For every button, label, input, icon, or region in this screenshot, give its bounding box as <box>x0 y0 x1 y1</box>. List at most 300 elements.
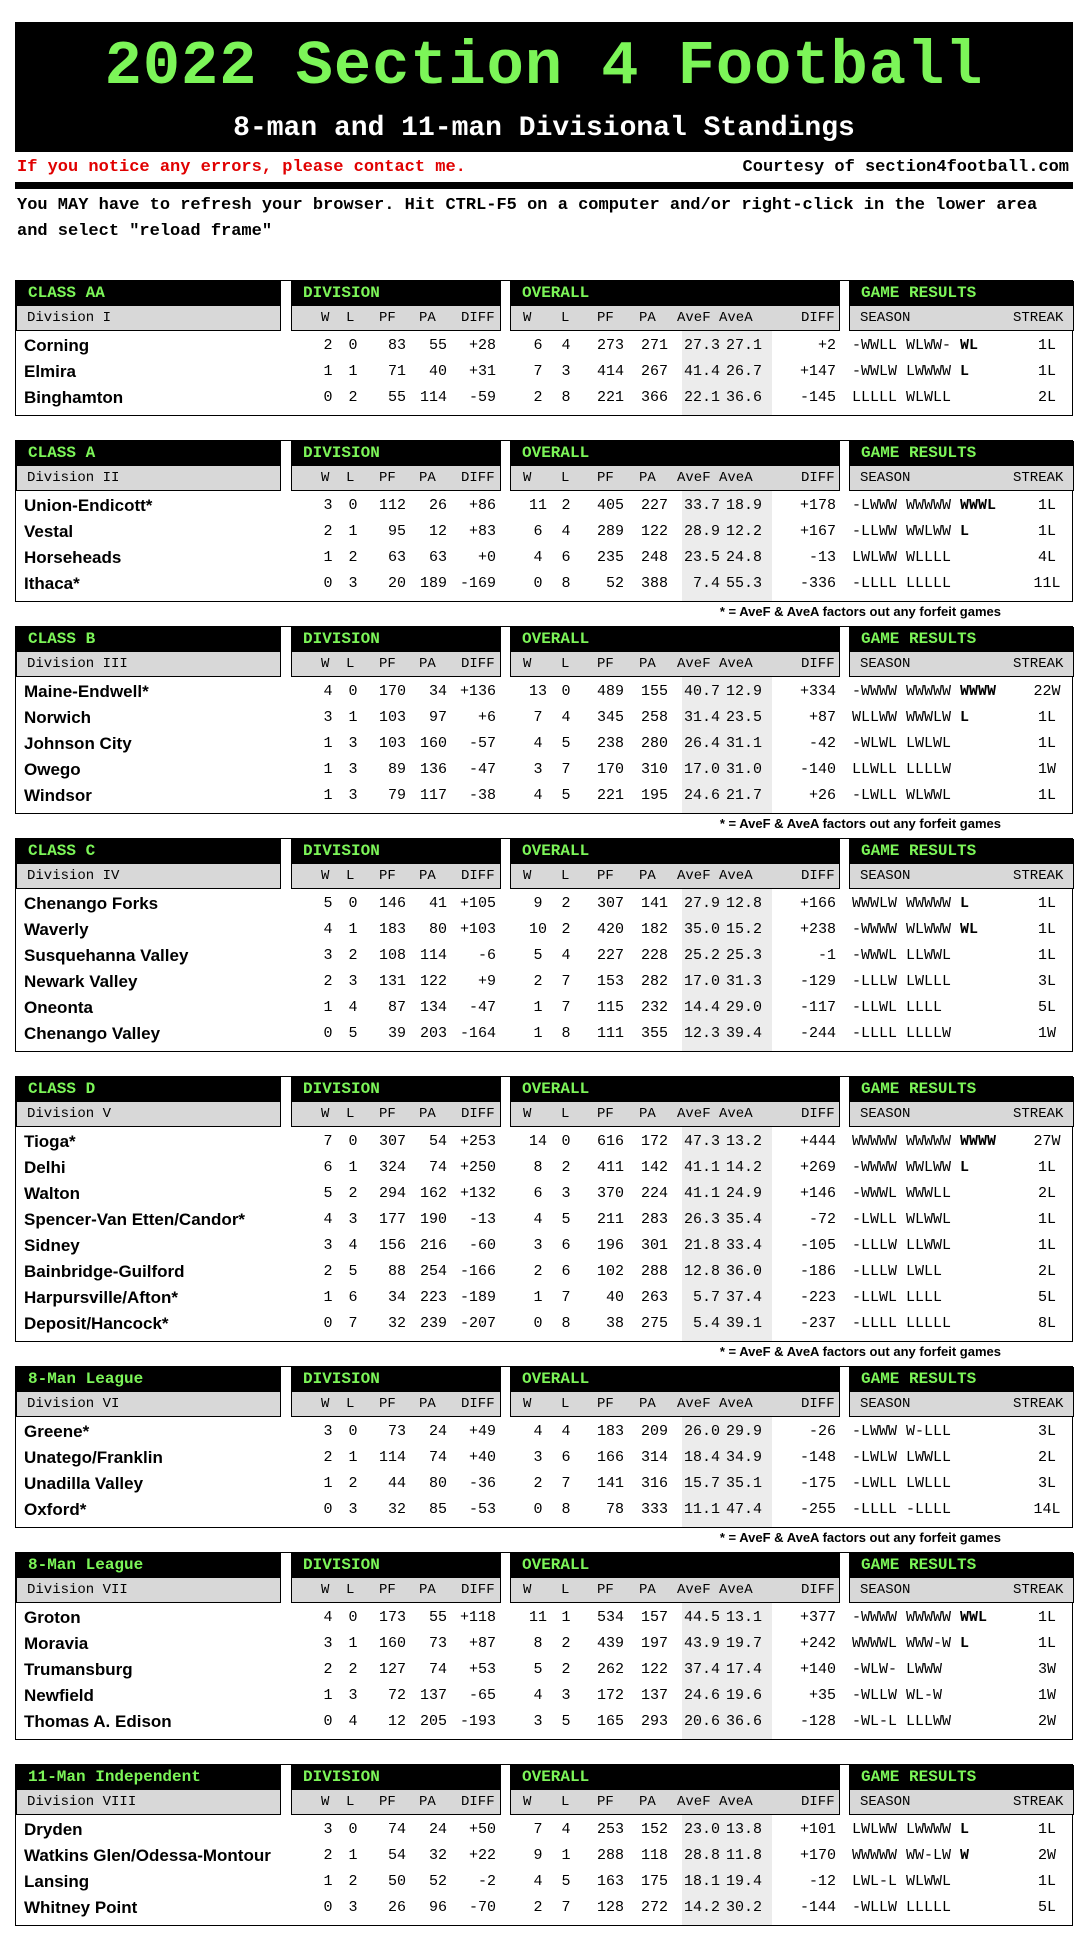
col-pa-label: PA <box>419 1396 436 1412</box>
stat-dl: 2 <box>348 947 358 964</box>
team-name: Chenango Valley <box>24 1024 161 1043</box>
stat-dpa: 73 <box>428 1635 447 1652</box>
stat-ddiff: -65 <box>468 1687 496 1704</box>
season-results: -LLLL LLLLL <box>852 575 952 592</box>
team-row <box>16 1155 1072 1181</box>
col-l-label: L <box>561 656 570 672</box>
stat-opf: 221 <box>596 389 624 406</box>
game_results-header: GAME RESULTS <box>849 627 1074 651</box>
stat-dl: 3 <box>348 575 358 592</box>
stat-odiff: -336 <box>799 575 836 592</box>
stat-dpf: 131 <box>378 973 406 990</box>
team-name: Union-Endicott* <box>24 496 153 515</box>
stat-avef: 17.0 <box>683 761 720 778</box>
division-name-cell <box>16 1577 281 1603</box>
overall-subheader <box>510 1789 840 1815</box>
stat-ow: 3 <box>533 1237 543 1254</box>
stat-dw: 2 <box>323 523 333 540</box>
overall-subheader <box>510 651 840 677</box>
streak: 11L <box>1033 575 1061 592</box>
stat-opf: 38 <box>605 1315 624 1332</box>
stat-dpf: 63 <box>387 549 406 566</box>
stat-dw: 1 <box>323 761 333 778</box>
team-row <box>16 917 1072 943</box>
stat-opa: 301 <box>640 1237 668 1254</box>
season-results: -WLLW LLLLL <box>852 1899 952 1916</box>
class-name-header: CLASS C <box>16 839 281 863</box>
stat-dpa: 239 <box>419 1315 447 1332</box>
col-l-label: L <box>346 1106 355 1122</box>
col-w-label: W <box>523 1396 532 1412</box>
stat-odiff: +35 <box>808 1687 836 1704</box>
season-results: -WWWL LLWWL <box>852 947 952 964</box>
stat-odiff: -175 <box>799 1475 836 1492</box>
stat-dpf: 294 <box>378 1185 406 1202</box>
class-name-header: 8-Man League <box>16 1367 281 1391</box>
team-name: Ithaca* <box>24 574 80 593</box>
stat-opf: 141 <box>596 1475 624 1492</box>
stat-dl: 0 <box>348 895 358 912</box>
streak: 1W <box>1037 1687 1056 1704</box>
stat-opf: 238 <box>596 735 624 752</box>
stat-avea: 13.1 <box>725 1609 762 1626</box>
division-name-cell <box>16 1391 281 1417</box>
stat-odiff: +242 <box>799 1635 836 1652</box>
stat-avea: 36.6 <box>725 1713 762 1730</box>
stat-opa: 293 <box>640 1713 668 1730</box>
stat-odiff: -26 <box>808 1423 836 1440</box>
stat-opa: 227 <box>640 497 668 514</box>
col-season-label: SEASON <box>860 1794 911 1810</box>
col-pa-label: PA <box>419 868 436 884</box>
team-name: Oxford* <box>24 1500 87 1519</box>
stat-opa: 314 <box>640 1449 668 1466</box>
stat-ol: 7 <box>561 973 571 990</box>
team-row <box>16 1843 1072 1869</box>
col-season-label: SEASON <box>860 656 911 672</box>
team-name: Spencer-Van Etten/Candor* <box>24 1210 246 1229</box>
stat-ow: 1 <box>533 1289 543 1306</box>
stat-ddiff: -6 <box>477 947 496 964</box>
col-w-label: W <box>523 310 532 326</box>
team-row <box>16 943 1072 969</box>
col-diff-label: DIFF <box>461 656 495 672</box>
stat-odiff: -72 <box>808 1211 836 1228</box>
forfeit-note: * = AveF & AveA factors out any forfeit games <box>719 1530 1001 1545</box>
stat-dw: 3 <box>323 1821 333 1838</box>
stat-avef: 35.0 <box>683 921 720 938</box>
stat-dl: 2 <box>348 1185 358 1202</box>
stat-ddiff: +132 <box>459 1185 496 1202</box>
stat-odiff: -244 <box>799 1025 836 1042</box>
stat-dl: 3 <box>348 1899 358 1916</box>
class-name-header: 8-Man League <box>16 1553 281 1577</box>
stat-dl: 4 <box>348 1237 358 1254</box>
stat-dpf: 73 <box>387 1423 406 1440</box>
col-l-label: L <box>346 656 355 672</box>
season-results: -LLLW LWLLL <box>852 973 952 990</box>
contact-errors-link[interactable]: If you notice any errors, please contact me. <box>17 158 466 177</box>
overall-subheader <box>510 1391 840 1417</box>
stat-ol: 4 <box>561 337 571 354</box>
stat-odiff: -255 <box>799 1501 836 1518</box>
stat-dpf: 170 <box>378 683 406 700</box>
streak: 2L <box>1037 1449 1056 1466</box>
stat-dl: 3 <box>348 1211 358 1228</box>
team-row <box>16 1709 1072 1735</box>
team-row <box>16 1285 1072 1311</box>
stat-dpa: 85 <box>428 1501 447 1518</box>
streak: 1L <box>1037 947 1056 964</box>
stat-odiff: +166 <box>799 895 836 912</box>
team-row <box>16 1207 1072 1233</box>
stat-dl: 2 <box>348 1475 358 1492</box>
stat-avef: 24.6 <box>683 787 720 804</box>
stat-ddiff: +28 <box>468 337 496 354</box>
division-subheader <box>291 651 501 677</box>
stat-dpf: 177 <box>378 1211 406 1228</box>
streak: 2L <box>1037 1185 1056 1202</box>
stat-ow: 2 <box>533 1475 543 1492</box>
col-pf-label: PF <box>379 656 396 672</box>
season-results: WWWLW WWWWW <box>852 895 961 912</box>
stat-dw: 3 <box>323 497 333 514</box>
stat-dpf: 89 <box>387 761 406 778</box>
stat-odiff: +147 <box>799 363 836 380</box>
streak: 3L <box>1037 1475 1056 1492</box>
stat-ow: 0 <box>533 575 543 592</box>
team-name: Waverly <box>24 920 89 939</box>
streak: 3L <box>1037 1423 1056 1440</box>
standings-section-1 <box>15 280 1073 416</box>
standings-table <box>15 626 1073 814</box>
stat-ol: 5 <box>561 1713 571 1730</box>
team-name: Elmira <box>24 362 76 381</box>
stat-odiff: -144 <box>799 1899 836 1916</box>
col-w-label: W <box>321 1794 330 1810</box>
stat-ol: 4 <box>561 523 571 540</box>
stat-ow: 11 <box>528 497 547 514</box>
division-name-cell <box>16 651 281 677</box>
stat-avea: 27.1 <box>725 337 762 354</box>
team-name: Binghamton <box>24 388 124 407</box>
stat-ow: 3 <box>533 1449 543 1466</box>
team-name: Sidney <box>24 1236 80 1255</box>
team-row <box>16 1497 1072 1523</box>
stat-ddiff: +253 <box>459 1133 496 1150</box>
stat-avea: 55.3 <box>725 575 762 592</box>
division-header: DIVISION <box>291 1367 501 1391</box>
division-name-cell <box>16 465 281 491</box>
stat-avef: 31.4 <box>683 709 720 726</box>
team-row <box>16 1445 1072 1471</box>
stat-avef: 28.8 <box>683 1847 720 1864</box>
stat-avea: 29.0 <box>725 999 762 1016</box>
page-title: 2022 Section 4 Football <box>104 31 984 102</box>
col-w-label: W <box>321 1106 330 1122</box>
stat-ol: 6 <box>561 1449 571 1466</box>
stat-opf: 370 <box>596 1185 624 1202</box>
stat-dw: 2 <box>323 337 333 354</box>
stat-ow: 7 <box>533 363 543 380</box>
stat-dl: 4 <box>348 1713 358 1730</box>
stat-dpa: 134 <box>419 999 447 1016</box>
standings-section-7 <box>15 1552 1073 1740</box>
stat-dl: 1 <box>348 709 358 726</box>
game_results-header: GAME RESULTS <box>849 1077 1074 1101</box>
team-row <box>16 1683 1072 1709</box>
team-row <box>16 385 1072 411</box>
stat-ddiff: +105 <box>459 895 496 912</box>
stat-opa: 263 <box>640 1289 668 1306</box>
team-name: Trumansburg <box>24 1660 133 1679</box>
streak: 8L <box>1037 1315 1056 1332</box>
season-results-latest: L <box>960 709 970 726</box>
stat-odiff: +269 <box>799 1159 836 1176</box>
team-name: Chenango Forks <box>24 894 159 913</box>
stat-ol: 5 <box>561 735 571 752</box>
stat-dpf: 160 <box>378 1635 406 1652</box>
stat-dl: 3 <box>348 761 358 778</box>
team-row <box>16 1657 1072 1683</box>
stat-ddiff: -207 <box>459 1315 496 1332</box>
stat-ow: 2 <box>533 973 543 990</box>
stat-dpa: 80 <box>428 1475 447 1492</box>
season-results-latest: WWWW <box>960 1133 997 1150</box>
stat-dpa: 74 <box>428 1159 447 1176</box>
stat-opa: 157 <box>640 1609 668 1626</box>
stat-opa: 355 <box>640 1025 668 1042</box>
streak: 5L <box>1037 1899 1056 1916</box>
title-banner <box>15 22 1073 152</box>
stat-ddiff: +50 <box>468 1821 496 1838</box>
stat-dpf: 103 <box>378 709 406 726</box>
stat-opa: 258 <box>640 709 668 726</box>
stat-dpa: 12 <box>428 523 447 540</box>
stat-opa: 333 <box>640 1501 668 1518</box>
season-results: -LLLL LLLLW <box>852 1025 952 1042</box>
team-row <box>16 705 1072 731</box>
streak: 1L <box>1037 735 1056 752</box>
col-streak-label: STREAK <box>1013 1582 1064 1598</box>
overall-subheader <box>510 1577 840 1603</box>
stat-dw: 1 <box>323 1289 333 1306</box>
stat-ol: 8 <box>561 1025 571 1042</box>
stat-ddiff: +53 <box>468 1661 496 1678</box>
stat-opa: 280 <box>640 735 668 752</box>
streak: 1L <box>1037 1211 1056 1228</box>
overall-subheader <box>510 1101 840 1127</box>
stat-opa: 388 <box>640 575 668 592</box>
col-diff-label: DIFF <box>461 470 495 486</box>
stat-dpf: 55 <box>387 389 406 406</box>
division-name-cell <box>16 863 281 889</box>
stat-odiff: -117 <box>799 999 836 1016</box>
stat-ol: 8 <box>561 1315 571 1332</box>
standings-table <box>15 1366 1073 1528</box>
col-l-label: L <box>561 868 570 884</box>
stat-dpf: 34 <box>387 1289 406 1306</box>
stat-ol: 8 <box>561 575 571 592</box>
stat-dpf: 103 <box>378 735 406 752</box>
stat-dw: 7 <box>323 1133 333 1150</box>
stat-dpa: 52 <box>428 1873 447 1890</box>
stat-avea: 19.6 <box>725 1687 762 1704</box>
stat-dl: 4 <box>348 999 358 1016</box>
stat-dpa: 74 <box>428 1449 447 1466</box>
stat-ddiff: -189 <box>459 1289 496 1306</box>
team-name: Harpursville/Afton* <box>24 1288 178 1307</box>
stat-opa: 282 <box>640 973 668 990</box>
division-header: DIVISION <box>291 1077 501 1101</box>
stat-ow: 4 <box>533 1423 543 1440</box>
stat-ol: 5 <box>561 1211 571 1228</box>
standings-table <box>15 440 1073 602</box>
stat-ol: 1 <box>561 1609 571 1626</box>
stat-ol: 5 <box>561 1873 571 1890</box>
standings-section-8 <box>15 1764 1073 1926</box>
stat-opa: 228 <box>640 947 668 964</box>
stat-dl: 2 <box>348 1873 358 1890</box>
stat-avea: 29.9 <box>725 1423 762 1440</box>
streak: 4L <box>1037 549 1056 566</box>
standings-section-3 <box>15 626 1073 814</box>
streak: 1L <box>1037 787 1056 804</box>
season-results: -WLLW WL-W <box>852 1687 943 1704</box>
streak: 1L <box>1037 1635 1056 1652</box>
col-l-label: L <box>346 1794 355 1810</box>
stat-ddiff: +6 <box>477 709 496 726</box>
stat-dpf: 74 <box>387 1821 406 1838</box>
stat-avef: 23.5 <box>683 549 720 566</box>
team-row <box>16 333 1072 359</box>
stat-opa: 197 <box>640 1635 668 1652</box>
stat-opa: 137 <box>640 1687 668 1704</box>
stat-ol: 7 <box>561 761 571 778</box>
stat-opa: 155 <box>640 683 668 700</box>
standings-table <box>15 1764 1073 1926</box>
team-row <box>16 969 1072 995</box>
col-season-label: SEASON <box>860 868 911 884</box>
stat-avef: 12.8 <box>683 1263 720 1280</box>
stat-avef: 41.1 <box>683 1159 720 1176</box>
stat-opa: 316 <box>640 1475 668 1492</box>
col-pa-label: PA <box>639 310 656 326</box>
stat-dl: 1 <box>348 1847 358 1864</box>
stat-dl: 1 <box>348 1449 358 1466</box>
overall-header: OVERALL <box>510 1553 840 1577</box>
stat-avef: 37.4 <box>683 1661 720 1678</box>
col-season-label: SEASON <box>860 310 911 326</box>
stat-avea: 30.2 <box>725 1899 762 1916</box>
stat-ol: 3 <box>561 363 571 380</box>
overall-header: OVERALL <box>510 839 840 863</box>
stat-opa: 366 <box>640 389 668 406</box>
stat-dpf: 88 <box>387 1263 406 1280</box>
stat-dpa: 96 <box>428 1899 447 1916</box>
stat-dpf: 114 <box>378 1449 406 1466</box>
refresh-note: You MAY have to refresh your browser. Hit CTRL-F5 on a computer and/or right-click in the lower area and select "reload frame" <box>17 196 1038 241</box>
stat-ddiff: +86 <box>468 497 496 514</box>
stat-dpa: 254 <box>419 1263 447 1280</box>
game_results-header: GAME RESULTS <box>849 1367 1074 1391</box>
standings-section-2 <box>15 440 1073 602</box>
stat-opf: 345 <box>596 709 624 726</box>
stat-dl: 2 <box>348 389 358 406</box>
stat-opa: 310 <box>640 761 668 778</box>
season-results: -LWWW W-LLL <box>852 1423 952 1440</box>
stat-dw: 1 <box>323 735 333 752</box>
col-l-label: L <box>561 1794 570 1810</box>
stat-dpa: 80 <box>428 921 447 938</box>
stat-dpf: 54 <box>387 1847 406 1864</box>
season-results: -LWLL WLWWL <box>852 787 952 804</box>
col-w-label: W <box>523 470 532 486</box>
stat-dpf: 79 <box>387 787 406 804</box>
stat-ol: 1 <box>561 1847 571 1864</box>
col-w-label: W <box>321 1582 330 1598</box>
stat-opa: 267 <box>640 363 668 380</box>
stat-ol: 6 <box>561 1237 571 1254</box>
stat-dpa: 189 <box>419 575 447 592</box>
stat-opf: 420 <box>596 921 624 938</box>
stat-ow: 7 <box>533 1821 543 1838</box>
stat-ddiff: -53 <box>468 1501 496 1518</box>
stat-avef: 26.4 <box>683 735 720 752</box>
stat-dl: 1 <box>348 1159 358 1176</box>
stat-ddiff: -193 <box>459 1713 496 1730</box>
stat-odiff: -42 <box>808 735 836 752</box>
stat-opf: 166 <box>596 1449 624 1466</box>
streak: 5L <box>1037 1289 1056 1306</box>
col-avea-label: AveA <box>719 310 753 326</box>
stat-ow: 2 <box>533 1263 543 1280</box>
stat-odiff: +377 <box>799 1609 836 1626</box>
stat-dpa: 34 <box>428 683 447 700</box>
stat-dpa: 74 <box>428 1661 447 1678</box>
stat-ow: 2 <box>533 1899 543 1916</box>
streak: 14L <box>1033 1501 1061 1518</box>
col-w-label: W <box>523 1106 532 1122</box>
stat-dl: 1 <box>348 523 358 540</box>
stat-dpf: 26 <box>387 1899 406 1916</box>
col-w-label: W <box>523 868 532 884</box>
streak: 2W <box>1037 1847 1056 1864</box>
col-pf-label: PF <box>597 470 614 486</box>
season-results: WWWWW WWWWW <box>852 1133 961 1150</box>
stat-avef: 25.2 <box>683 947 720 964</box>
season-results: WWWWW WW-LW <box>852 1847 961 1864</box>
stat-dl: 6 <box>348 1289 358 1306</box>
season-results-latest: L <box>960 1821 970 1838</box>
stat-avea: 12.8 <box>725 895 762 912</box>
col-l-label: L <box>561 1582 570 1598</box>
stat-opa: 141 <box>640 895 668 912</box>
stat-dw: 0 <box>323 389 333 406</box>
col-streak-label: STREAK <box>1013 1794 1064 1810</box>
streak: 1L <box>1037 1609 1056 1626</box>
col-diff-label: DIFF <box>801 1794 835 1810</box>
stat-odiff: +2 <box>817 337 836 354</box>
stat-avea: 12.2 <box>725 523 762 540</box>
stat-odiff: -13 <box>808 549 836 566</box>
col-avea-label: AveA <box>719 1106 753 1122</box>
season-results: LLWLL LLLLW <box>852 761 952 778</box>
stat-dpa: 114 <box>419 947 447 964</box>
stat-dpa: 203 <box>419 1025 447 1042</box>
stat-dl: 5 <box>348 1025 358 1042</box>
stat-avea: 35.4 <box>725 1211 762 1228</box>
